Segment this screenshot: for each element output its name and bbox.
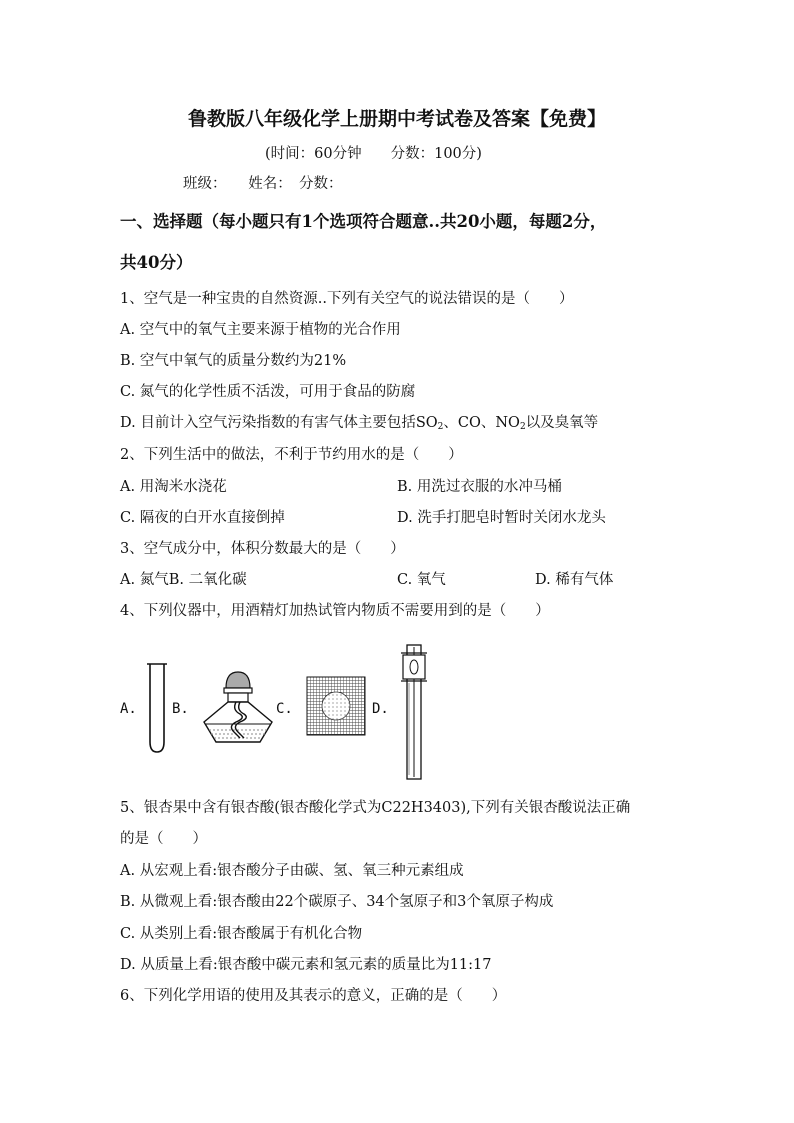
figure-label-c: C. (276, 701, 293, 717)
option-d-text-2: 、CO、NO (443, 415, 520, 431)
question-2-option-a: A. 用淘米水浇花 (120, 479, 227, 495)
question-1-option-d (120, 413, 598, 433)
question-6-stem: 6、下列化学用语的使用及其表示的意义，正确的是（ ） (120, 988, 507, 1004)
question-5-stem-line1: 5、银杏果中含有银杏酸(银杏酸化学式为C22H3403),下列有关银杏酸说法正确 (120, 800, 631, 816)
question-2-stem: 2、下列生活中的做法，不利于节约用水的是（ ） (120, 447, 463, 463)
question-1-option-c: C. 氮气的化学性质不活泼，可用于食品的防腐 (120, 384, 416, 400)
question-1-option-a: A. 空气中的氧气主要来源于植物的光合作用 (120, 322, 401, 338)
question-2-option-b: B. 用洗过衣服的水冲马桶 (397, 479, 562, 495)
section-heading-line2: 共40分） (120, 253, 193, 272)
test-tube-icon (145, 662, 169, 756)
question-5-stem-line2: 的是（ ） (120, 831, 207, 847)
figure-label-a: A. (120, 701, 137, 717)
question-2-option-d: D. 洗手打肥皂时暂时关闭水龙头 (397, 510, 606, 526)
question-5-option-c: C. 从类别上看:银杏酸属于有机化合物 (120, 926, 363, 942)
subscript-2: 2 (519, 422, 526, 432)
figure-label-b: B. (172, 701, 189, 717)
option-d-text-1: D. 目前计入空气污染指数的有害气体主要包括SO (120, 415, 438, 431)
figure-label-d: D. (372, 701, 389, 717)
question-5-option-d: D. 从质量上看:银杏酸中碳元素和氢元素的质量比为11:17 (120, 957, 492, 973)
question-5-option-a: A. 从宏观上看:银杏酸分子由碳、氢、氧三种元素组成 (120, 863, 464, 879)
alcohol-lamp-icon (196, 664, 280, 746)
question-3-stem: 3、空气成分中，体积分数最大的是（ ） (120, 541, 405, 557)
question-5-option-b: B. 从微观上看:银杏酸由22个碳原子、34个氢原子和3个氧原子构成 (120, 894, 554, 910)
section-heading-line1: 一、选择题（每小题只有1个选项符合题意..共20小题，每题2分， (120, 212, 607, 231)
asbestos-gauze-icon (307, 677, 365, 735)
subscript-2: 2 (437, 422, 444, 432)
question-3-option-c: C. 氧气 (397, 572, 446, 588)
option-d-text-3: 以及臭氧等 (525, 415, 599, 431)
question-4-stem: 4、下列仪器中，用酒精灯加热试管内物质不需要用到的是（ ） (120, 603, 550, 619)
question-1-option-b: B. 空气中氧气的质量分数约为21% (120, 353, 347, 369)
time-score-line: (时间：60分钟 分数：100分) (265, 146, 482, 162)
question-2-option-c: C. 隔夜的白开水直接倒掉 (120, 510, 285, 526)
test-tube-holder-icon (397, 643, 431, 781)
question-1-stem: 1、空气是一种宝贵的自然资源..下列有关空气的说法错误的是（ ） (120, 291, 574, 307)
question-3-option-d: D. 稀有气体 (535, 572, 614, 588)
page-title: 鲁教版八年级化学上册期中考试卷及答案【免费】 (187, 108, 606, 130)
student-info-line: 班级： 姓名： 分数： (183, 176, 343, 192)
question-3-option-ab: A. 氮气B. 二氧化碳 (120, 572, 247, 588)
